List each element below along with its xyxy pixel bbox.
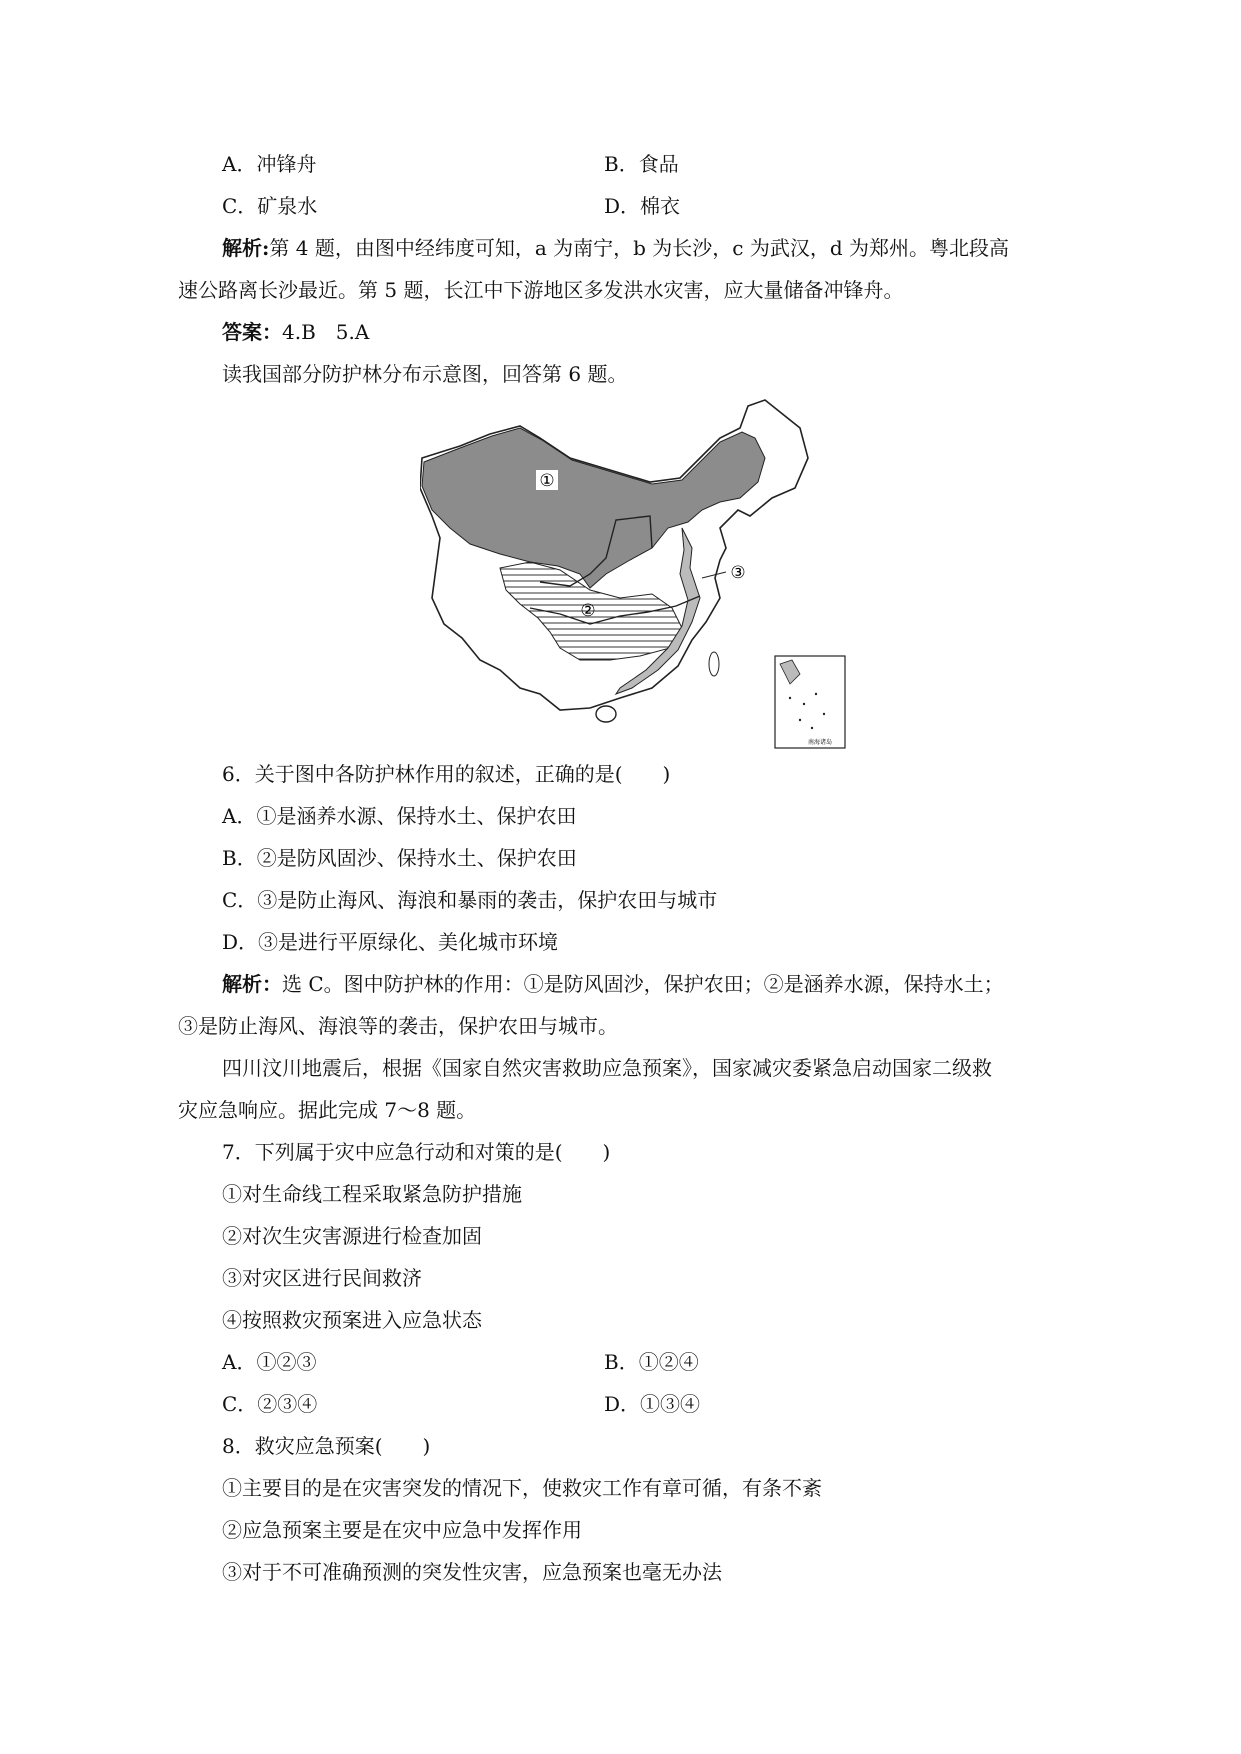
zone3-label: ③ bbox=[730, 563, 746, 583]
q6-stem-text: 6．关于图中各防护林作用的叙述，正确的是( bbox=[222, 762, 623, 786]
q7-option-a: A．①②③ bbox=[222, 1350, 317, 1374]
q6-option-c: C．③是防止海风、海浪和暴雨的袭击，保护农田与城市 bbox=[222, 888, 718, 912]
analysis-text: 选 C。图中防护林的作用：①是防风固沙，保护农田；②是涵养水源，保持水土； bbox=[282, 972, 1004, 996]
q7-8-intro-line2: 灾应急响应。据此完成 7～8 题。 bbox=[178, 1098, 477, 1122]
hainan bbox=[596, 706, 616, 722]
q6-option-d: D．③是进行平原绿化、美化城市环境 bbox=[222, 930, 559, 954]
q7-item-3: ③对灾区进行民间救济 bbox=[222, 1266, 422, 1290]
q7-stem-end: ) bbox=[602, 1140, 611, 1164]
q7-8-intro-line1: 四川汶川地震后，根据《国家自然灾害救助应急预案》，国家减灾委紧急启动国家二级救 bbox=[222, 1056, 992, 1080]
q4-5-analysis-line2: 速公路离长沙最近。第 5 题，长江中下游地区多发洪水灾害，应大量储备冲锋舟。 bbox=[178, 278, 904, 302]
q7-option-d: D．①③④ bbox=[604, 1392, 701, 1416]
q6-stem bbox=[222, 760, 670, 788]
q7-option-b: B．①②④ bbox=[604, 1350, 699, 1374]
q5-option-b: B．食品 bbox=[604, 152, 679, 176]
q7-stem bbox=[222, 1138, 610, 1166]
q8-stem bbox=[222, 1432, 430, 1460]
q5-option-a: A．冲锋舟 bbox=[222, 152, 317, 176]
q7-item-4: ④按照救灾预案进入应急状态 bbox=[222, 1308, 482, 1332]
q8-item-1: ①主要目的是在灾害突发的情况下，使救灾工作有章可循，有条不紊 bbox=[222, 1476, 822, 1500]
q6-option-b: B．②是防风固沙、保持水土、保护农田 bbox=[222, 846, 577, 870]
zone2-label: ② bbox=[580, 601, 596, 621]
q8-stem-text: 8．救灾应急预案( bbox=[222, 1434, 383, 1458]
shelterbelt-map bbox=[420, 398, 860, 753]
q5-option-c: C．矿泉水 bbox=[222, 194, 318, 218]
taiwan bbox=[709, 652, 719, 676]
q7-stem-text: 7．下列属于灾中应急行动和对策的是( bbox=[222, 1140, 563, 1164]
q4-5-analysis-line1 bbox=[222, 234, 1009, 262]
q6-intro: 读我国部分防护林分布示意图，回答第 6 题。 bbox=[222, 362, 628, 386]
q7-item-2: ②对次生灾害源进行检查加固 bbox=[222, 1224, 482, 1248]
q7-option-c: C．②③④ bbox=[222, 1392, 318, 1416]
analysis-label: 解析: bbox=[222, 236, 270, 260]
q6-stem-end: ) bbox=[662, 762, 671, 786]
analysis-label: 解析： bbox=[222, 972, 282, 996]
answer-value: 4.B 5.A bbox=[282, 320, 370, 344]
q6-analysis-line1 bbox=[222, 970, 1004, 998]
analysis-text: 第 4 题，由图中经纬度可知，a 为南宁，b 为长沙，c 为武汉，d 为郑州。粤北段高 bbox=[269, 236, 1009, 260]
q8-item-3: ③对于不可准确预测的突发性灾害，应急预案也毫无办法 bbox=[222, 1560, 722, 1584]
q8-stem-end: ) bbox=[422, 1434, 431, 1458]
q6-analysis-line2: ③是防止海风、海浪等的袭击，保护农田与城市。 bbox=[178, 1014, 618, 1038]
q7-item-1: ①对生命线工程采取紧急防护措施 bbox=[222, 1182, 522, 1206]
zone1-label: ① bbox=[539, 471, 555, 491]
q4-5-answer bbox=[222, 318, 369, 346]
inset-caption: 南海诸岛 bbox=[807, 739, 833, 746]
q8-item-2: ②应急预案主要是在灾中应急中发挥作用 bbox=[222, 1518, 582, 1542]
q5-option-d: D．棉衣 bbox=[604, 194, 681, 218]
q6-option-a: A．①是涵养水源、保持水土、保护农田 bbox=[222, 804, 577, 828]
answer-label: 答案： bbox=[222, 320, 282, 344]
